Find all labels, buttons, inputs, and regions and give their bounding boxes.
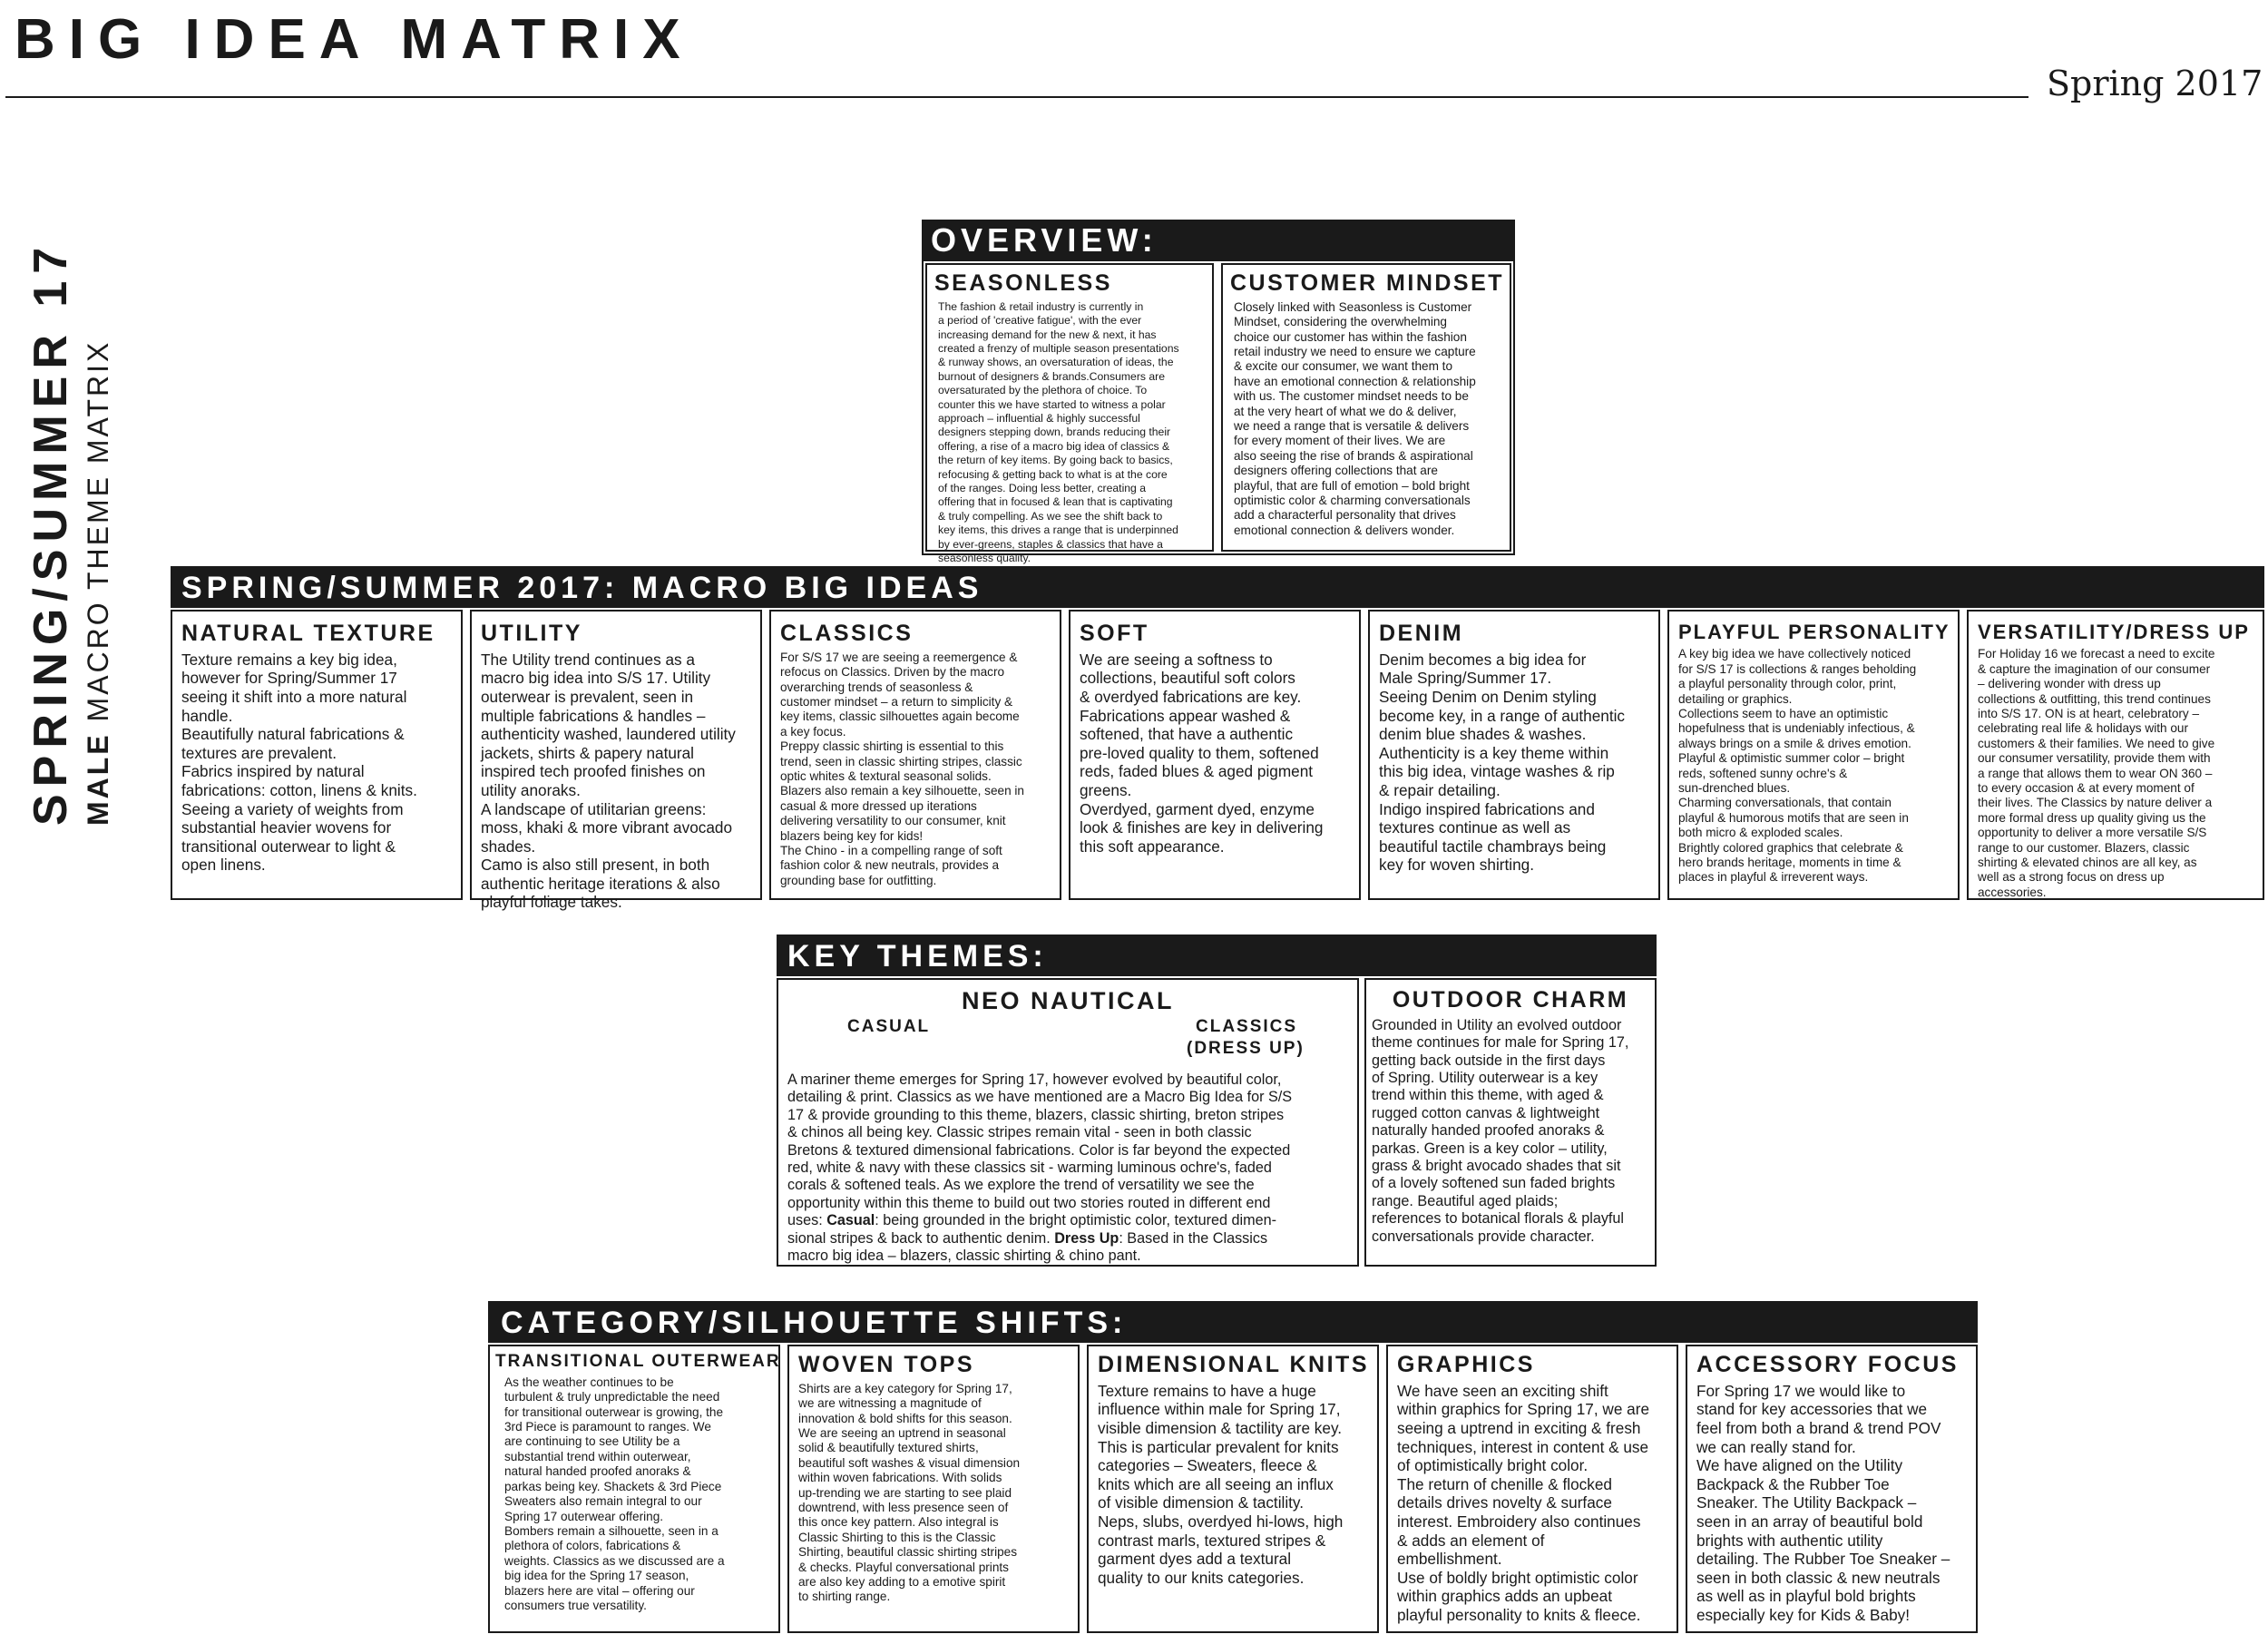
card-title: DIMENSIONAL KNITS bbox=[1098, 1352, 1369, 1377]
macro-heading-text: SPRING/SUMMER 2017: MACRO BIG IDEAS bbox=[181, 571, 983, 605]
page-title: BIG IDEA MATRIX bbox=[15, 8, 694, 71]
card-title: UTILITY bbox=[481, 621, 582, 646]
body-main: A mariner theme emerges for Spring 17, however evolved by beautiful color, detailing & print. Classics as we have mentioned are a Macro Big Idea for S/S 17 & provide grounding to this theme, blazers, classic shirting, breton stripes & chinos all being key. Classic stripes remain vital - seen in both classic Bretons & textured dimensional fabrications. Color is far beyond the expected red, white & navy with these classics sit - warming luminous ochre's, faded corals & softened teals. As we explore the trend of versatility we see the opportunity within this theme to build out two stories routed in different end uses: bbox=[787, 1072, 1293, 1229]
card-body: We have seen an exciting shift within graphics for Spring 17, we are seeing a uptrend in exciting & fresh techniques, interest in content & use of optimistically bright color. The return of chenille & flocked details drives novelty & surface interest. Embroidery also continues & adds an element of embellishment. Use of boldly bright optimistic color within graphics adds an upbeat playful personality to knits & fleece. bbox=[1397, 1381, 1650, 1624]
card-body: The Utility trend continues as a macro big idea into S/S 17. Utility outerwear is prevalent, seen in multiple fabrications & handles – authenticity washed, laundered utility jackets, shirts & papery natural inspired tech proofed finishes on utility anoraks. A landscape of utilitarian greens: moss, khaki & more vibrant avocado shades. Camo is also still present, in both authentic heritage iterations & also playful foliage takes. bbox=[481, 650, 736, 912]
key-themes-heading bbox=[777, 935, 1657, 976]
side-title: SPRING/SUMMER 17 bbox=[24, 240, 77, 826]
card-body: Texture remains to have a huge influence within male for Spring 17, visible dimension & tactility are key. This is particular prevalent for knits categories – Sweaters, fleece & knits which are all seeing an influx of visible dimension & tactility. Neps, slubs, overdyed hi-lows, high contrast marls, textured stripes & garment dyes add a textural quality to our knits categories. bbox=[1098, 1381, 1344, 1587]
card-soft bbox=[1069, 610, 1361, 900]
card-woven-tops bbox=[787, 1345, 1080, 1633]
side-title-block bbox=[24, 9, 132, 826]
body-casual: : being grounded in the bright optimistic color, textured dimen- sional stripes & back to authentic denim. bbox=[787, 1212, 1277, 1247]
card-graphics bbox=[1386, 1345, 1678, 1633]
card-title: PLAYFUL PERSONALITY bbox=[1678, 621, 1950, 643]
card-body: For Spring 17 we would like to stand for key accessories that we feel from both a brand & trend POV we can really stand for. We have aligned on the Utility Backpack & the Rubber Toe Sneaker. The Utility Backpack – seen in an array of beautiful bold brights with authentic utility detailing. The Rubber Toe Sneaker – seen in both classic & new neutrals as well as in playful bold brights especially key for Kids & Baby! bbox=[1696, 1381, 1950, 1624]
card-body: Shirts are a key category for Spring 17, we are witnessing a magnitude of innovation & bold shifts for this season. We are seeing an uptrend in seasonal solid & beautifully textured shirts, beautiful soft washes & visual dimension within woven fabrications. With solids up-trending we are starting to see plaid downtrend, with less presence seen of this once key pattern. Also integral is Classic Shirting to this is the Classic Shirting, beautiful classic shirting stripes & checks. Playful conversational prints are also key adding to a emotive spirit to shirting range. bbox=[798, 1381, 1021, 1604]
card-denim bbox=[1368, 610, 1660, 900]
overview-heading-text: OVERVIEW: bbox=[931, 221, 1158, 259]
card-body: Closely linked with Seasonless is Customer Mindset, considering the overwhelming choice our customer has within the fashion retail industry we need to ensure we capture & excite our consumer, we want them to have an emotional connection & relationship with us. The customer mindset needs to be at the very heart of what we do & deliver, we need a range that is versatile & delivers for every moment of their lives. We are also seeing the rise of brands & aspirational designers offering collections that are playful, that are full of emotion – bold bright optimistic color & charming conversationals add a characterful personality that drives emotional connection & delivers wonder. bbox=[1234, 299, 1476, 537]
side-subtitle bbox=[80, 9, 116, 826]
key-themes-heading-text: KEY THEMES: bbox=[787, 939, 1048, 974]
card-title: CLASSICS bbox=[780, 621, 914, 646]
card-body: For S/S 17 we are seeing a reemergence & refocus on Classics. Driven by the macro overarching trends of seasonless & customer mindset – a return to simplicity & key items, classic silhouettes again become a key focus. Preppy classic shirting is essential to this trend, seen in classic shirting stripes, classic optic whites & textural seasonal solids. Blazers also remain a key silhouette, seen in casual & more dressed up iterations delivering versatility to our consumer, knit blazers being key for kids! The Chino - in a compelling range of soft fashion color & new neutrals, provides a grounding base for outfitting. bbox=[780, 650, 1024, 887]
overview-heading bbox=[922, 220, 1515, 261]
side-subtitle-bold: MALE bbox=[82, 732, 114, 826]
macro-heading bbox=[171, 566, 2264, 608]
category-heading-text: CATEGORY/SILHOUETTE SHIFTS: bbox=[501, 1306, 1128, 1340]
card-title: SEASONLESS bbox=[934, 270, 1112, 296]
card-accessory-focus bbox=[1686, 1345, 1978, 1633]
subhead-casual: CASUAL bbox=[847, 1017, 931, 1037]
season-label: Spring 2017 bbox=[2047, 64, 2263, 103]
label-dress-up: Dress Up bbox=[1054, 1229, 1119, 1247]
subhead-dress-up: (DRESS UP) bbox=[1187, 1039, 1305, 1059]
card-playful-personality bbox=[1667, 610, 1960, 900]
card-title: NATURAL TEXTURE bbox=[181, 621, 435, 646]
card-versatility-dress-up bbox=[1967, 610, 2264, 900]
card-title: GRAPHICS bbox=[1397, 1352, 1535, 1377]
neo-nautical-title: NEO NAUTICAL bbox=[962, 987, 1174, 1014]
card-body: The fashion & retail industry is currently in a period of 'creative fatigue', with the ever increasing demand for the new & next, it has created a frenzy of multiple season presentations & runway shows, an oversaturation of ideas, the burnout of designers & brands.Consumers are oversaturated by the plethora of choice. To counter this we have started to witness a polar approach – influential & highly successful designers stepping down, brands reducing their offering, a rise of a macro big idea of classics & the return of key items. By going back to basics, refocusing & getting back to what is at the core of the ranges. Doing less better, creating a offering that in focused & lean that is captivating & truly compelling. As we see the shift back to key items, this drives a range that is underpinned by ever-greens, staples & classics that have a seasonless quality. bbox=[938, 299, 1179, 565]
neo-nautical-subheads bbox=[787, 1017, 1348, 1062]
card-title: TRANSITIONAL OUTERWEAR bbox=[495, 1352, 781, 1371]
card-outdoor-charm bbox=[1364, 978, 1657, 1267]
subhead-classics: CLASSICS bbox=[1196, 1017, 1298, 1037]
label-casual: Casual bbox=[826, 1212, 875, 1229]
card-customer-mindset bbox=[1221, 263, 1511, 552]
header-divider bbox=[5, 96, 2028, 98]
card-body: We are seeing a softness to collections, beautiful soft colors & overdyed fabrications are key. Fabrications appear washed & softened, that have a authentic pre-loved quality to them, softened reds, faded blues & aged pigment greens. Overdyed, garment dyed, enzyme look & finishes are key in delivering this soft appearance. bbox=[1080, 650, 1324, 856]
card-title: DENIM bbox=[1379, 621, 1464, 646]
card-transitional-outerwear bbox=[488, 1345, 780, 1633]
card-title: SOFT bbox=[1080, 621, 1149, 646]
card-body: Texture remains a key big idea, however for Spring/Summer 17 seeing it shift into a more natural handle. Beautifully natural fabrications & textures are prevalent. Fabrics inspired by natural fabrications: cotton, linens & knits. Seeing a variety of weights from substantial heavier wovens for transitional outerwear to light & open linens. bbox=[181, 650, 417, 875]
neo-nautical-body bbox=[787, 1072, 1348, 1265]
card-natural-texture bbox=[171, 610, 463, 900]
card-dimensional-knits bbox=[1087, 1345, 1379, 1633]
card-title: OUTDOOR CHARM bbox=[1392, 987, 1629, 1013]
side-subtitle-rest: MACRO THEME MATRIX bbox=[82, 339, 114, 733]
card-title: ACCESSORY FOCUS bbox=[1696, 1352, 1959, 1377]
card-title: VERSATILITY/DRESS UP bbox=[1978, 621, 2250, 643]
category-heading bbox=[488, 1301, 1978, 1343]
body-dress-up: : Based in the Classics macro big idea – blazers, classic shirting & chino pant. bbox=[787, 1229, 1268, 1265]
card-body: Grounded in Utility an evolved outdoor theme continues for male for Spring 17, getting back outside in the first days of Spring. Utility outerwear is a key trend within this theme, with aged & rugged cotton canvas & lightweight naturally handed proofed anoraks & parkas. Green is a key color – utility, grass & bright avocado shades that sit of a lovely softened sun faded brights range. Beautiful aged plaids; references to botanical florals & playful conversationals provide character. bbox=[1372, 1016, 1629, 1245]
card-title: WOVEN TOPS bbox=[798, 1352, 975, 1377]
card-seasonless bbox=[925, 263, 1214, 565]
card-utility bbox=[470, 610, 762, 912]
card-neo-nautical bbox=[777, 978, 1359, 1267]
card-body: For Holiday 16 we forecast a need to excite & capture the imagination of our consumer – delivering wonder with dress up collections & outfitting, this trend continues into S/S 17. ON is at heart, celebratory – celebrating real life & holidays with our customers & their families. We need to give our consumer versatility, provide them with a range that allows them to wear ON 360 – to every occasion & at every moment of their lives. The Classics by nature deliver a more formal dress up quality giving us the opportunity to deliver a more versatile S/S range to our customer. Blazers, classic shirting & elevated chinos are all key, as well as a strong focus on dress up accessories. bbox=[1978, 647, 2215, 899]
card-classics bbox=[769, 610, 1061, 900]
card-body: Denim becomes a big idea for Male Spring/Summer 17. Seeing Denim on Denim styling become key, in a range of authentic denim blue shades & washes. Authenticity is a key theme within this big idea, vintage washes & rip & repair detailing. Indigo inspired fabrications and textures continue as well as beautiful tactile chambrays being key for woven shirting. bbox=[1379, 650, 1626, 875]
card-body: A key big idea we have collectively noticed for S/S 17 is collections & ranges beholding a playful personality through color, print, detailing or graphics. Collections seem to have an optimistic hopefulness that is undeniably infectious, & always brings on a smile & drives emotion. Playful & optimistic summer color – bright reds, softened sunny ochre's & sun-drenched blues. Charming conversationals, that contain playful & humorous motifs that are seen in both micro & exploded scales. Brightly colored graphics that celebrate & hero brands heritage, moments in time & places in playful & irreverent ways. bbox=[1678, 647, 1917, 885]
card-title: CUSTOMER MINDSET bbox=[1230, 270, 1505, 296]
card-body: As the weather continues to be turbulent & truly unpredictable the need for transitional outerwear is growing, the 3rd Piece is paramount to ranges. We are continuing to see Utility be a substantial trend within outerwear, natural handed proofed anoraks & parkas being key. Shackets & 3rd Piece Sweaters also remain integral to our Spring 17 outerwear offering. Bombers remain a silhouette, seen in a plethora of colors, fabrications & weights. Classics as we discussed are a big idea for the Spring 17 season, blazers here are vital – offering our consumers true versatility. bbox=[504, 1375, 725, 1612]
